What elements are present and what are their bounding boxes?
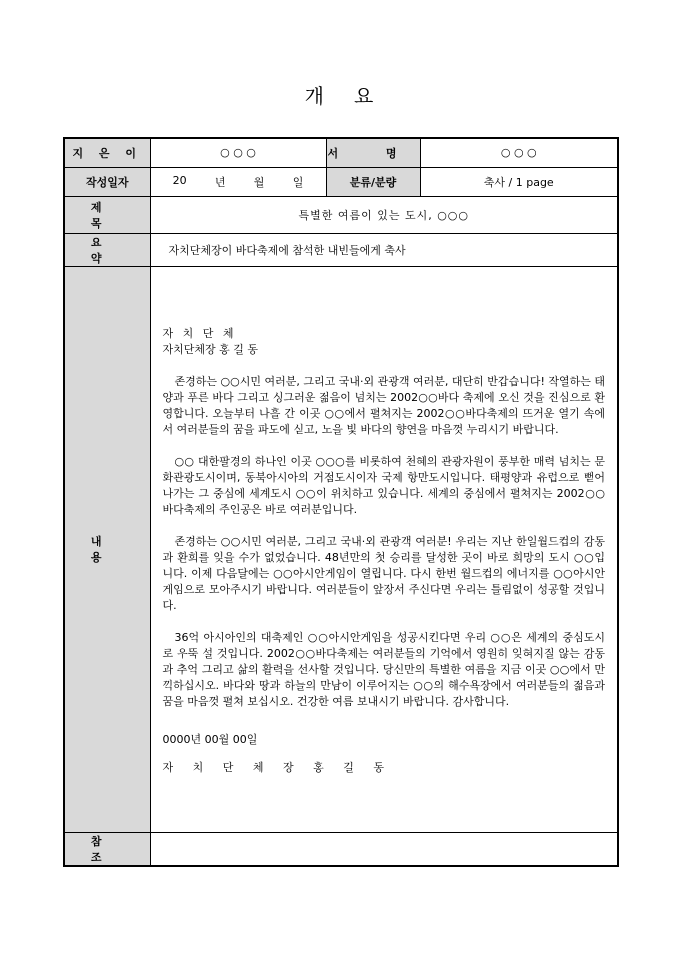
author-value[interactable]: ○ ○ ○ [150,138,326,167]
content-row [64,266,618,832]
date-label: 작성일자 [64,167,150,196]
title-part-1: 개 [304,84,326,108]
content-signature: 자 치 단 체 장 홍 길 동 [162,761,392,774]
summary-label: 요 약 [64,233,150,266]
date-year-unit: 년 [214,175,226,189]
date-value[interactable] [150,167,326,196]
subject-label: 제 목 [64,196,150,233]
document-title [0,80,680,109]
date-month-unit: 월 [253,175,265,189]
reference-label: 참 조 [64,832,150,866]
author-label: 지 은 이 [64,138,150,167]
content-paragraph-2: ○○ 대한팔경의 하나인 이곳 ○○○를 비롯하여 천혜의 관광자원이 풍부한 매력 넘치는 문화관광도시이며, 동북아시아의 거점도시이자 국제 항만도시입니다. 태평양과 유럽으로 뻗어나가는 그 중심에 세계도시 ○○이 위치하고 있습니다. 세계의 중심에서 펼쳐지는 2002○○바다축제의 주인공은 바로 여러분입니다. [162,455,605,516]
signature-label: 서 명 [326,138,420,167]
date-row [64,167,618,196]
content-body[interactable] [150,266,618,832]
overview-form-table [63,137,619,867]
content-speaker: 자치단체장 홍 길 동 [162,343,258,356]
content-label: 내 용 [64,266,150,832]
content-paragraph-4: 36억 아시아인의 대축제인 ○○아시안게임을 성공시킨다면 우리 ○○은 세계의 중심도시로 우뚝 설 것입니다. 2002○○바다축제는 여러분들의 기억에서 영원히 잊혀지질 않는 감동과 추억 그리고 삶의 활력을 선사할 것입니다. 당신만의 특별한 여름을 지금 이곳 ○○에서 만끽하십시오. 바다와 땅과 하늘의 만남이 이루어지는 ○○의 해수욕장에서 여러분들의 젊음과 꿈을 마음껏 펼쳐 보십시오. 건강한 여름 보내시기 바랍니다. 감사합니다. [162,631,605,708]
category-label: 분류/분량 [326,167,420,196]
category-value[interactable]: 축사 / 1 page [420,167,618,196]
content-date: 0000년 00월 00일 [162,733,258,746]
summary-row [64,233,618,266]
content-paragraph-1: 존경하는 ○○시민 여러분, 그리고 국내·외 관광객 여러분, 대단히 반갑습니다! 작열하는 태양과 푸른 바다 그리고 싱그러운 젊음이 넘치는 2002○○바다 축제에 오신 것을 진심으로 환영합니다. 오늘부터 나흘 간 이곳 ○○에서 펼쳐지는 2002○○바다축제의 뜨거운 열기 속에서 여러분들의 꿈을 파도에 싣고, 노을 빛 바다의 향연을 마음껏 누리시기 바랍니다. [162,375,605,436]
subject-value[interactable]: 특별한 여름이 있는 도시, ○○○ [150,196,618,233]
reference-row [64,832,618,866]
subject-row [64,196,618,233]
reference-value[interactable] [150,832,618,866]
date-day-unit: 일 [292,175,304,189]
author-row [64,138,618,167]
content-paragraph-3: 존경하는 ○○시민 여러분, 그리고 국내·외 관광객 여러분! 우리는 지난 한일월드컵의 감동과 환희를 잊을 수가 없었습니다. 48년만의 첫 승리를 달성한 곳이 바로 희망의 도시 ○○입니다. 이제 다음달에는 ○○아시안게임이 열립니다. 다시 한번 월드컵의 에너지를 ○○아시안게임으로 모아주시기 바랍니다. 여러분들이 앞장서 주신다면 우리는 틀림없이 성공할 것입니다. [162,535,605,612]
content-org: 자 치 단 체 [162,327,237,340]
date-year: 20 [172,173,187,187]
title-part-2: 요 [354,84,376,108]
signature-value[interactable]: ○ ○ ○ [420,138,618,167]
summary-value[interactable]: 자치단체장이 바다축제에 참석한 내빈들에게 축사 [150,233,618,266]
